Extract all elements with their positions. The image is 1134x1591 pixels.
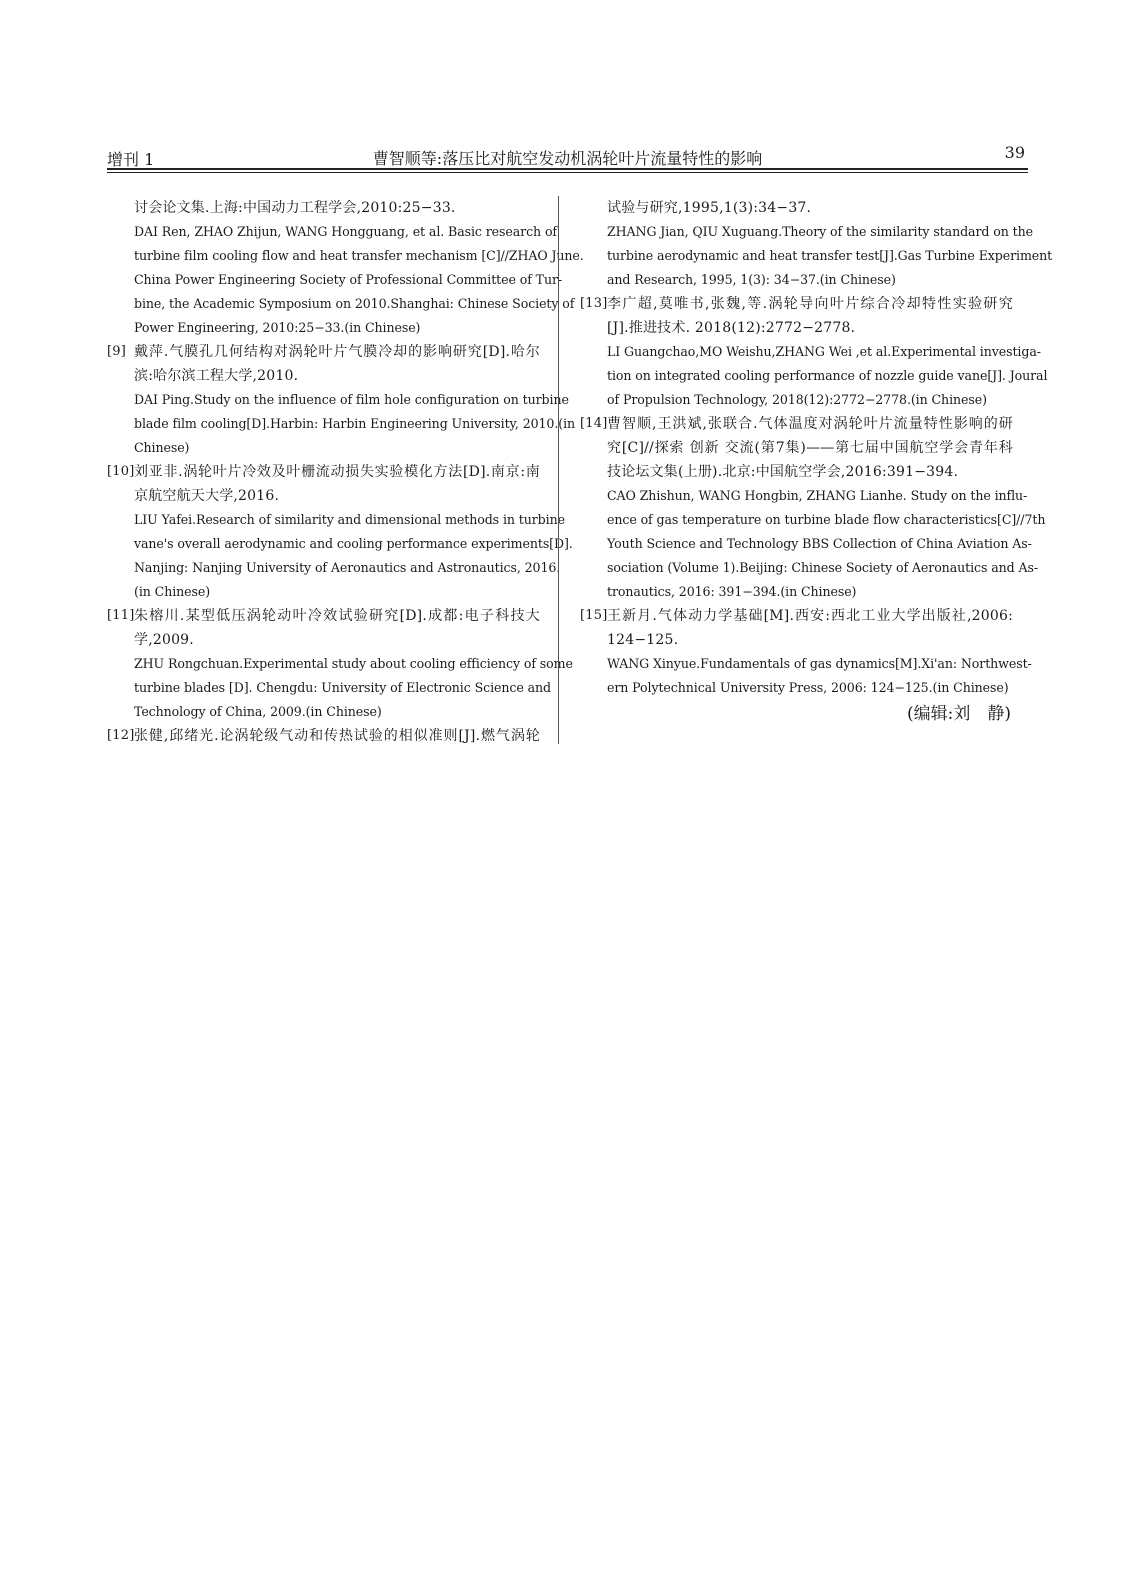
reference-text: 刘亚非.涡轮叶片冷效及叶栅流动损失实验模化方法[D].南京:南 — [134, 464, 540, 480]
reference-line: ern Polytechnical University Press, 2006: 124−125.(in Chinese) — [607, 680, 1009, 695]
reference-line: tronautics, 2016: 391−394.(in Chinese) — [607, 584, 857, 599]
reference-line: Power Engineering, 2010:25−33.(in Chinese) — [134, 320, 421, 335]
reference-text: 王新月.气体动力学基础[M].西安:西北工业大学出版社,2006: — [607, 608, 1013, 624]
journal-issue: 增刊 1 — [107, 150, 155, 169]
reference-line: blade film cooling[D].Harbin: Harbin Engineering University, 2010.(in — [134, 416, 576, 431]
reference-line: CAO Zhishun, WANG Hongbin, ZHANG Lianhe. Study on the influ- — [607, 488, 1028, 503]
header-rule-thin — [107, 172, 1028, 173]
editor-note: (编辑:刘 静) — [907, 704, 1011, 724]
reference-line: 学,2009. — [134, 632, 194, 648]
reference-label: [12] — [107, 728, 135, 743]
reference-entry — [580, 412, 1046, 604]
reference-text: 曹智顺,王洪斌,张联合.气体温度对涡轮叶片流量特性影响的研 — [607, 416, 1013, 432]
reference-label: [10] — [107, 464, 135, 479]
header-rule-thick — [107, 168, 1028, 170]
reference-line — [580, 604, 1013, 628]
reference-entry — [107, 460, 573, 604]
reference-line: [J].推进技术. 2018(12):2772−2778. — [607, 320, 856, 336]
reference-line: 滨:哈尔滨工程大学,2010. — [134, 368, 299, 384]
reference-line: LIU Yafei.Research of similarity and dimensional methods in turbine — [134, 512, 565, 527]
reference-label: [13] — [580, 296, 608, 311]
reference-line: turbine aerodynamic and heat transfer test[J].Gas Turbine Experiment — [607, 248, 1053, 263]
reference-line — [580, 412, 1013, 436]
reference-line: WANG Xinyue.Fundamentals of gas dynamics[M].Xi'an: Northwest- — [607, 656, 1032, 671]
page-number: 39 — [1004, 143, 1025, 162]
reference-label: [9] — [107, 344, 127, 359]
reference-line: and Research, 1995, 1(3): 34−37.(in Chinese) — [607, 272, 896, 287]
reference-line: Technology of China, 2009.(in Chinese) — [134, 704, 382, 719]
reference-line: Nanjing: Nanjing University of Aeronautics and Astronautics, 2016. — [134, 560, 561, 575]
reference-line: 讨会论文集.上海:中国动力工程学会,2010:25−33. — [134, 200, 456, 216]
reference-entry — [107, 340, 576, 460]
reference-line: (in Chinese) — [134, 584, 211, 599]
reference-line: DAI Ping.Study on the influence of film hole configuration on turbine — [134, 392, 569, 407]
reference-line: ZHU Rongchuan.Experimental study about cooling efficiency of some — [134, 656, 573, 671]
running-title: 曹智顺等:落压比对航空发动机涡轮叶片流量特性的影响 — [372, 149, 763, 168]
reference-line: Youth Science and Technology BBS Collection of China Aviation As- — [607, 536, 1032, 551]
running-header — [107, 140, 1028, 170]
reference-line: LI Guangchao,MO Weishu,ZHANG Wei ,et al.Experimental investiga- — [607, 344, 1041, 359]
reference-entry — [107, 604, 573, 724]
reference-line — [107, 604, 540, 628]
reference-text: 李广超,莫唯书,张魏,等.涡轮导向叶片综合冷却特性实验研究 — [607, 296, 1013, 312]
reference-line: turbine film cooling flow and heat transfer mechanism [C]//ZHAO June. — [134, 248, 584, 263]
reference-line: 试验与研究,1995,1(3):34−37. — [607, 200, 812, 216]
reference-line: 究[C]//探索 创新 交流(第7集)——第七届中国航空学会青年科 — [607, 440, 1013, 456]
reference-line: vane's overall aerodynamic and cooling performance experiments[D]. — [134, 536, 573, 551]
reference-text: 张健,邱绪光.论涡轮级气动和传热试验的相似准则[J].燃气涡轮 — [134, 728, 540, 744]
reference-text: 戴萍.气膜孔几何结构对涡轮叶片气膜冷却的影响研究[D].哈尔 — [134, 344, 540, 360]
reference-line: tion on integrated cooling performance of nozzle guide vane[J]. Joural — [607, 368, 1048, 383]
reference-line: bine, the Academic Symposium on 2010.Shanghai: Chinese Society of — [134, 296, 575, 311]
reference-line: ZHANG Jian, QIU Xuguang.Theory of the similarity standard on the — [607, 224, 1033, 239]
left-column — [107, 196, 584, 748]
reference-line: 京航空航天大学,2016. — [134, 488, 280, 504]
reference-label: [14] — [580, 416, 608, 431]
column-divider — [558, 196, 559, 744]
reference-line: 技论坛文集(上册).北京:中国航空学会,2016:391−394. — [607, 464, 959, 480]
reference-line — [107, 724, 540, 748]
reference-entry — [107, 724, 540, 748]
reference-line: turbine blades [D]. Chengdu: University of Electronic Science and — [134, 680, 551, 695]
reference-line: China Power Engineering Society of Professional Committee of Tur- — [134, 272, 563, 287]
reference-line: 124−125. — [607, 632, 679, 648]
reference-line: Chinese) — [134, 440, 190, 455]
reference-line: sociation (Volume 1).Beijing: Chinese Society of Aeronautics and As- — [607, 560, 1039, 575]
right-column-references — [580, 196, 1053, 700]
reference-line — [107, 340, 540, 364]
right-column — [580, 196, 1053, 728]
reference-line — [580, 292, 1013, 316]
reference-label: [11] — [107, 608, 135, 623]
reference-label: [15] — [580, 608, 608, 623]
reference-line — [107, 460, 540, 484]
reference-line: ence of gas temperature on turbine blade flow characteristics[C]//7th — [607, 512, 1046, 527]
reference-entry — [107, 196, 584, 340]
reference-entry — [580, 292, 1048, 412]
reference-entry — [580, 196, 1053, 292]
reference-entry — [580, 604, 1032, 700]
reference-text: 朱榕川.某型低压涡轮动叶冷效试验研究[D].成都:电子科技大 — [134, 608, 540, 624]
reference-line: of Propulsion Technology, 2018(12):2772−2778.(in Chinese) — [607, 392, 987, 407]
reference-line: DAI Ren, ZHAO Zhijun, WANG Hongguang, et al. Basic research of — [134, 224, 557, 239]
